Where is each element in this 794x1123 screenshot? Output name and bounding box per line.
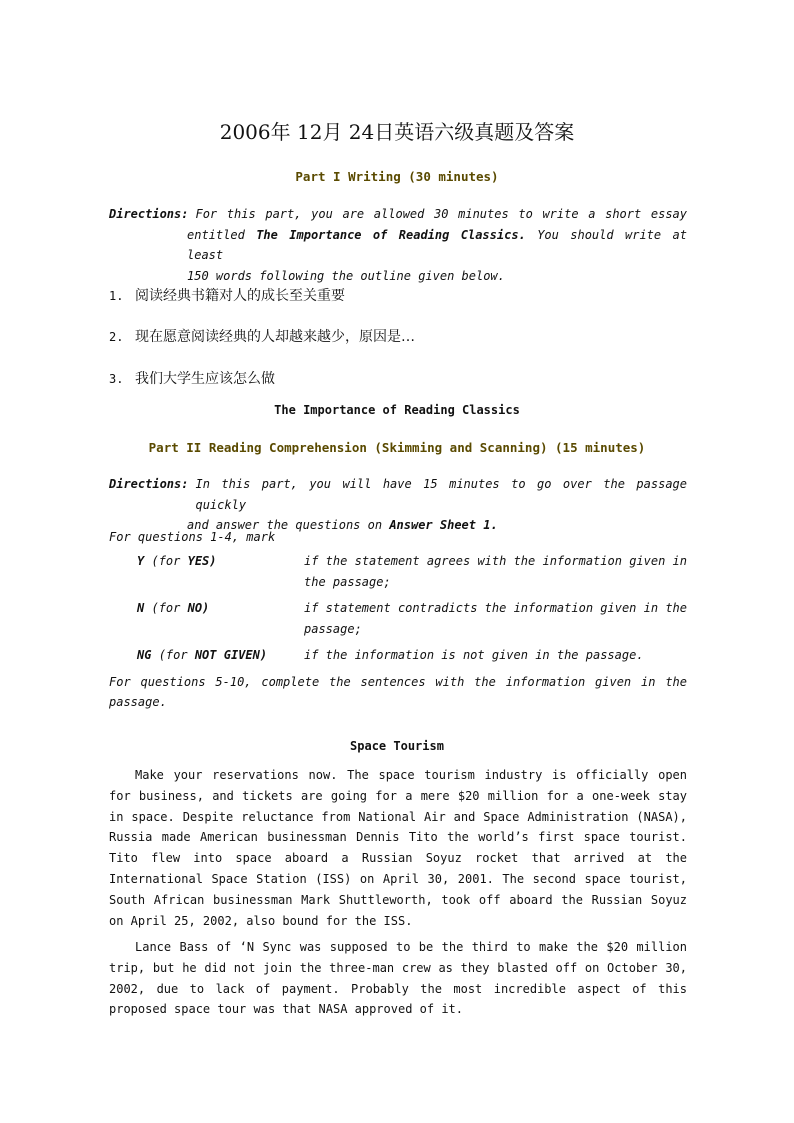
mark-letter: N — [137, 601, 145, 615]
mark-paren: (for — [151, 554, 181, 568]
part2-directions-line1 — [109, 474, 687, 515]
outline-text: 现在愿意阅读经典的人却越来越少，原因是… — [135, 329, 415, 345]
passage-paragraph — [109, 765, 687, 931]
part1-directions-line2 — [109, 225, 687, 266]
mark-key — [137, 551, 217, 572]
outline-text: 阅读经典书籍对人的成长至关重要 — [135, 288, 345, 304]
mark-meaning: NO) — [187, 601, 210, 615]
outline-number: 1. — [109, 289, 124, 303]
mark-desc-line2: the passage; — [304, 575, 391, 589]
mark-paren: (for — [151, 601, 181, 615]
questions-5-10-line2: passage. — [109, 695, 167, 709]
mark-row — [137, 551, 687, 593]
answer-sheet-ref: Answer Sheet 1. — [389, 518, 498, 532]
part2-heading: Part II Reading Comprehension (Skimming and Scanning) (15 minutes) — [148, 440, 646, 455]
mark-description — [304, 645, 687, 666]
mark-meaning: YES) — [187, 554, 217, 568]
mark-desc-line2: passage; — [304, 622, 362, 636]
outline-number: 2. — [109, 330, 124, 344]
outline-item — [109, 285, 345, 305]
part1-directions — [109, 204, 687, 286]
paragraph-text: Lance Bass of ‘N Sync was supposed to be the third to make the $20 million trip, but he did not join the three-man crew as they blasted off on October 30, 2002, due to lack of payment. Probably the most incredible aspect of this proposed space tour was that NASA approved of it. — [109, 940, 687, 1017]
part1-essay-title-ref: The Importance of Reading Classics. — [256, 227, 526, 242]
outline-text: 我们大学生应该怎么做 — [135, 371, 275, 387]
questions-intro: For questions 1-4, mark — [109, 530, 276, 544]
mark-key — [137, 598, 209, 619]
outline-number: 3. — [109, 372, 124, 386]
part1-directions-text2c: You should write at least — [187, 227, 687, 262]
part1-directions-text1: For this part, you are allowed 30 minutes to write a short essay — [195, 207, 687, 221]
part1-directions-line1 — [109, 204, 687, 225]
questions-5-10 — [109, 672, 687, 712]
page-title: 2006年 12月 24日英语六级真题及答案 — [219, 120, 575, 144]
part1-heading: Part I Writing (30 minutes) — [295, 169, 499, 184]
mark-desc-line1: if statement contradicts the information given in the — [304, 601, 687, 615]
part1-directions-label: Directions: — [109, 207, 189, 221]
mark-desc-line1: if the information is not given in the passage. — [304, 648, 644, 662]
mark-description — [304, 551, 687, 593]
passage-paragraph — [109, 937, 687, 1020]
outline-item — [109, 368, 275, 388]
paragraph-text: Make your reservations now. The space tourism industry is officially open for business, and tickets are going for a mere $20 million for a one-week stay in space. Despite reluctance from National Air and Space Administration (NASA), Russia made American businessman Dennis Tito the world’s first space tourist. Tito flew into space aboard a Russian Soyuz rocket that arrived at the International Space Station (ISS) on April 30, 2001. The second space tourist, South African businessman Mark Shuttleworth, took off aboard the Russian Soyuz on April 25, 2002, also bound for the ISS. — [109, 768, 687, 928]
mark-letter: Y — [137, 554, 145, 568]
passage-title: Space Tourism — [350, 739, 444, 753]
outline-item — [109, 326, 415, 346]
part2-directions-label: Directions: — [109, 477, 189, 491]
mark-key — [137, 645, 267, 666]
part2-directions-text2a: and answer the questions on — [187, 518, 383, 532]
mark-letter: NG — [137, 648, 152, 662]
part1-directions-line3: 150 words following the outline given below. — [187, 268, 505, 283]
mark-desc-line1: if the statement agrees with the information given in — [304, 554, 687, 568]
mark-paren: (for — [158, 648, 188, 662]
essay-title: The Importance of Reading Classics — [274, 403, 520, 417]
mark-description — [304, 598, 687, 640]
part1-directions-text2a: entitled — [187, 227, 245, 242]
mark-row — [137, 598, 687, 640]
questions-5-10-line1: For questions 5-10, complete the sentences with the information given in the — [109, 675, 687, 689]
mark-meaning: NOT GIVEN) — [194, 648, 268, 662]
mark-row — [137, 645, 687, 667]
part2-directions-text1: In this part, you will have 15 minutes to go over the passage quickly — [195, 477, 687, 512]
